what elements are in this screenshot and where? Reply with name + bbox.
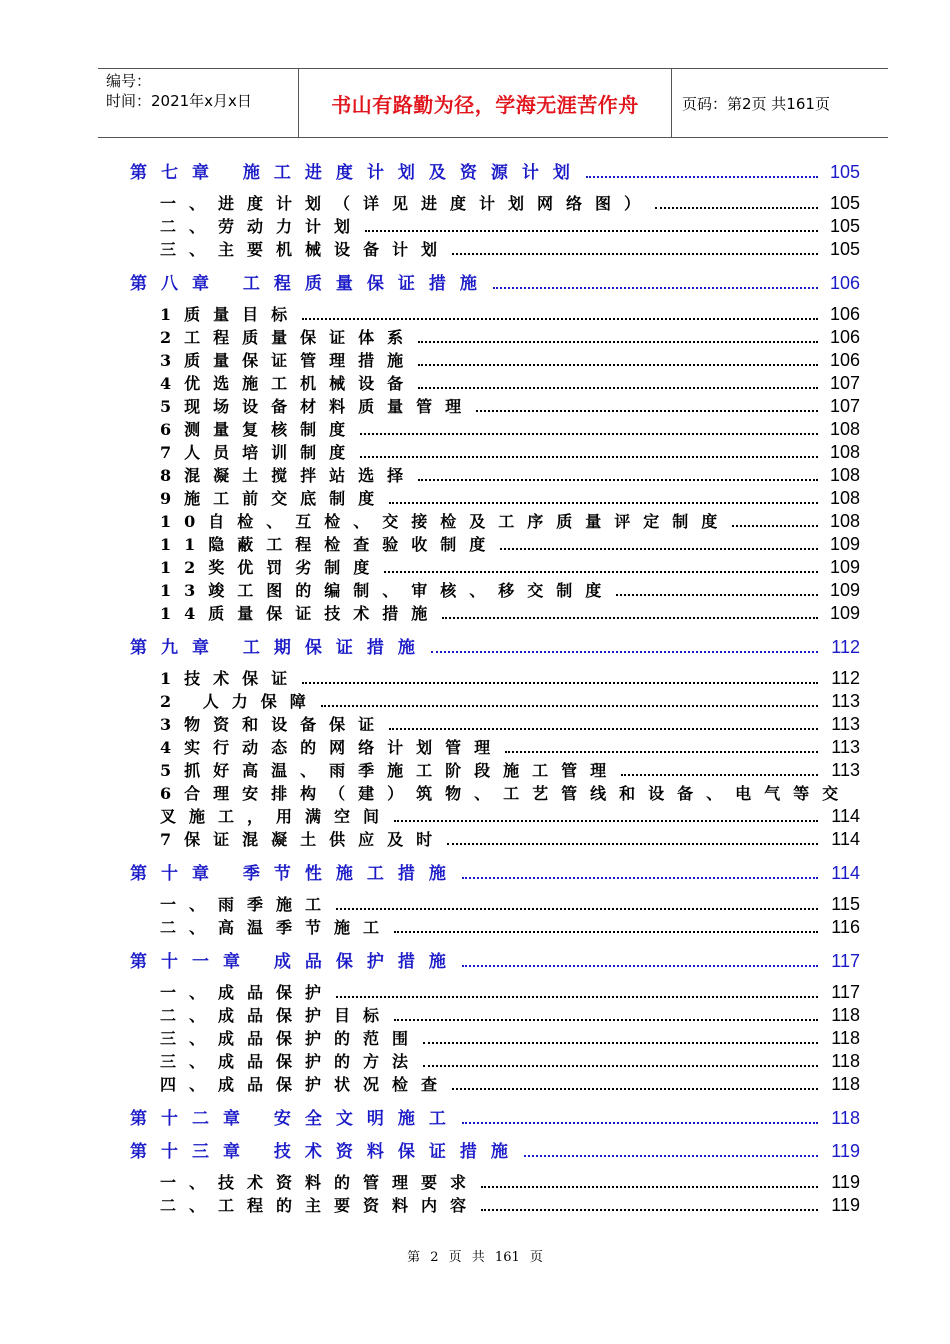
toc-section-entry[interactable]: [130, 758, 860, 781]
toc-page-number: 108: [829, 488, 860, 508]
toc-entry-title: 3质量保证管理措施: [160, 351, 417, 370]
toc-section-entry[interactable]: [130, 735, 860, 758]
toc-entry-title: 9施工前交底制度: [160, 489, 388, 508]
toc-section-entry[interactable]: [130, 804, 860, 827]
toc-dot-leader: [462, 1122, 818, 1124]
toc-dot-leader: [418, 479, 818, 481]
toc-page-number: 113: [831, 737, 860, 757]
toc-page-number: 106: [829, 350, 860, 370]
toc-dot-leader: [302, 682, 818, 684]
toc-page-number: 119: [831, 1195, 860, 1215]
toc-page-number: 117: [831, 951, 860, 971]
toc-entry-title: 5现场设备材料质量管理: [160, 397, 475, 416]
toc-dot-leader: [360, 433, 818, 435]
toc-section-entry[interactable]: [130, 325, 860, 348]
toc-page-number: 113: [831, 760, 860, 780]
toc-entry-title: 1技术保证: [160, 669, 301, 688]
serial-label: 编号：: [106, 72, 152, 90]
toc-section-entry[interactable]: [130, 781, 860, 804]
toc-entry-title: 第十二章 安全文明施工: [130, 1109, 460, 1129]
toc-dot-leader: [418, 364, 818, 366]
toc-section-entry[interactable]: [130, 348, 860, 371]
toc-dot-leader: [431, 651, 818, 653]
toc-section-entry[interactable]: [130, 601, 860, 624]
toc-page-number: 119: [831, 1141, 860, 1161]
toc-section-entry[interactable]: [130, 417, 860, 440]
toc-dot-leader: [481, 1186, 818, 1188]
toc-section-entry[interactable]: [130, 214, 860, 237]
toc-entry-title: 第十三章 技术资料保证措施: [130, 1142, 522, 1162]
toc-entry-title: 3物资和设备保证: [160, 715, 388, 734]
toc-page-number: 105: [829, 162, 860, 182]
toc-chapter-entry[interactable]: [130, 1137, 860, 1161]
toc-chapter-entry[interactable]: [130, 158, 860, 182]
toc-page-number: 108: [829, 465, 860, 485]
toc-section-entry[interactable]: [130, 302, 860, 325]
toc-page-number: 117: [831, 982, 860, 1002]
toc-dot-leader: [586, 176, 818, 178]
toc-entry-title: 一、技术资料的管理要求: [160, 1173, 480, 1192]
header-meta: [98, 69, 299, 137]
toc-entry-title: 一、进度计划（详见进度计划网络图）: [160, 194, 654, 213]
toc-dot-leader: [500, 548, 818, 550]
toc-entry-title: 第九章 工期保证措施: [130, 638, 429, 658]
toc-dot-leader: [389, 728, 818, 730]
time-label: 时间：2021年x月x日: [106, 92, 252, 110]
toc-entry-title: 7人员培训制度: [160, 443, 359, 462]
toc-dot-leader: [384, 571, 818, 573]
toc-dot-leader: [452, 1088, 818, 1090]
toc-dot-leader: [365, 230, 818, 232]
toc-page-number: 114: [831, 829, 860, 849]
toc-dot-leader: [423, 1065, 818, 1067]
toc-section-entry[interactable]: [130, 486, 860, 509]
toc-entry-title: 4实行动态的网络计划管理: [160, 738, 504, 757]
toc-section-entry[interactable]: [130, 237, 860, 260]
toc-section-entry[interactable]: [130, 666, 860, 689]
header-page-label: 页码：第2页 共161页: [682, 94, 830, 113]
toc-page-number: 118: [831, 1108, 860, 1128]
toc-entry-title: 5抓好高温、雨季施工阶段施工管理: [160, 761, 620, 780]
toc-chapter-entry[interactable]: [130, 633, 860, 657]
toc-page-number: 109: [829, 534, 860, 554]
toc-dot-leader: [616, 594, 818, 596]
toc-section-entry[interactable]: [130, 191, 860, 214]
toc-entry-title: 13竣工图的编制、审核、移交制度: [160, 581, 615, 600]
toc-dot-leader: [655, 207, 818, 209]
table-of-contents: [130, 158, 860, 1216]
toc-page-number: 115: [831, 894, 860, 914]
toc-page-number: 106: [829, 327, 860, 347]
toc-entry-title: 二、劳动力计划: [160, 217, 364, 236]
toc-page-number: 118: [831, 1005, 860, 1025]
toc-dot-leader: [423, 1042, 818, 1044]
toc-page-number: 116: [831, 917, 860, 937]
toc-page-number: 107: [829, 373, 860, 393]
toc-page-number: 109: [829, 603, 860, 623]
toc-chapter-entry[interactable]: [130, 859, 860, 883]
toc-page-number: 112: [831, 668, 860, 688]
toc-entry-title: 三、成品保护的范围: [160, 1029, 422, 1048]
toc-page-number: 106: [829, 304, 860, 324]
toc-entry-title: 12奖优罚劣制度: [160, 558, 383, 577]
toc-dot-leader: [476, 410, 818, 412]
toc-entry-title: 8混凝土搅拌站选择: [160, 466, 417, 485]
toc-dot-leader: [321, 705, 818, 707]
toc-dot-leader: [336, 908, 818, 910]
toc-page-number: 118: [831, 1028, 860, 1048]
toc-section-entry[interactable]: [130, 712, 860, 735]
toc-section-entry[interactable]: [130, 532, 860, 555]
toc-entry-title: 7保证混凝土供应及时: [160, 830, 446, 849]
toc-section-entry[interactable]: [130, 892, 860, 915]
toc-page-number: 108: [829, 442, 860, 462]
toc-entry-title: 4优选施工机械设备: [160, 374, 417, 393]
toc-dot-leader: [418, 387, 818, 389]
toc-page-number: 119: [831, 1172, 860, 1192]
toc-entry-title: 第十一章 成品保护措施: [130, 952, 460, 972]
toc-section-entry[interactable]: [130, 980, 860, 1003]
toc-dot-leader: [505, 751, 818, 753]
toc-dot-leader: [732, 525, 818, 527]
toc-dot-leader: [360, 456, 818, 458]
toc-entry-title: 1质量目标: [160, 305, 301, 324]
page-footer: 第 2 页 共 161 页: [407, 1250, 543, 1265]
toc-entry-title: 二、工程的主要资料内容: [160, 1196, 480, 1215]
toc-dot-leader: [389, 502, 818, 504]
toc-dot-leader: [394, 931, 818, 933]
toc-section-entry[interactable]: [130, 1072, 860, 1095]
header-motto: 书山有路勤为径，学海无涯苦作舟: [299, 69, 672, 137]
toc-chapter-entry[interactable]: [130, 1104, 860, 1128]
toc-entry-title: 一、雨季施工: [160, 895, 335, 914]
toc-page-number: 108: [829, 419, 860, 439]
toc-dot-leader: [447, 843, 818, 845]
toc-section-entry[interactable]: [130, 394, 860, 417]
toc-chapter-entry[interactable]: [130, 269, 860, 293]
toc-entry-title: 6测量复核制度: [160, 420, 359, 439]
toc-dot-leader: [493, 287, 818, 289]
toc-entry-title: 2工程质量保证体系: [160, 328, 417, 347]
toc-page-number: 113: [831, 714, 860, 734]
toc-section-entry[interactable]: [130, 371, 860, 394]
toc-page-number: 114: [831, 863, 860, 883]
toc-section-entry[interactable]: [130, 463, 860, 486]
toc-section-entry[interactable]: [130, 689, 860, 712]
toc-dot-leader: [442, 617, 818, 619]
toc-page-number: 118: [831, 1051, 860, 1071]
toc-entry-title: 三、成品保护的方法: [160, 1052, 422, 1071]
toc-section-entry[interactable]: [130, 509, 860, 532]
toc-section-entry[interactable]: [130, 1003, 860, 1026]
toc-entry-title: 2 人力保障: [160, 692, 319, 711]
toc-dot-leader: [394, 820, 818, 822]
toc-dot-leader: [481, 1209, 818, 1211]
toc-entry-title: 10自检、互检、交接检及工序质量评定制度: [160, 512, 731, 531]
toc-page-number: 108: [829, 511, 860, 531]
toc-page-number: 105: [829, 216, 860, 236]
toc-dot-leader: [524, 1155, 818, 1157]
toc-dot-leader: [302, 318, 818, 320]
toc-entry-title: 第七章 施工进度计划及资源计划: [130, 163, 584, 183]
toc-page-number: 109: [829, 580, 860, 600]
toc-entry-title: 一、成品保护: [160, 983, 335, 1002]
toc-entry-title: 二、高温季节施工: [160, 918, 393, 937]
toc-section-entry[interactable]: [130, 915, 860, 938]
toc-section-entry[interactable]: [130, 578, 860, 601]
toc-page-number: 118: [831, 1074, 860, 1094]
toc-page-number: 106: [829, 273, 860, 293]
toc-dot-leader: [336, 996, 818, 998]
toc-entry-title: 四、成品保护状况检查: [160, 1075, 451, 1094]
toc-dot-leader: [452, 253, 818, 255]
toc-dot-leader: [462, 965, 818, 967]
toc-page-number: 112: [831, 637, 860, 657]
toc-entry-title: 第十章 季节性施工措施: [130, 864, 460, 884]
toc-dot-leader: [418, 341, 818, 343]
toc-page-number: 107: [829, 396, 860, 416]
toc-entry-title: 14质量保证技术措施: [160, 604, 441, 623]
toc-entry-title: 二、成品保护目标: [160, 1006, 393, 1025]
toc-page-number: 109: [829, 557, 860, 577]
toc-dot-leader: [462, 877, 818, 879]
toc-section-entry[interactable]: [130, 440, 860, 463]
toc-section-entry[interactable]: [130, 1049, 860, 1072]
toc-entry-title: 三、主要机械设备计划: [160, 240, 451, 259]
toc-section-entry[interactable]: [130, 1193, 860, 1216]
toc-page-number: 105: [829, 193, 860, 213]
toc-section-entry[interactable]: [130, 555, 860, 578]
toc-entry-title: 第八章 工程质量保证措施: [130, 274, 491, 294]
toc-chapter-entry[interactable]: [130, 947, 860, 971]
toc-dot-leader: [394, 1019, 818, 1021]
toc-entry-title: 叉施工，用满空间: [160, 807, 393, 826]
toc-section-entry[interactable]: [130, 827, 860, 850]
toc-page-number: 113: [831, 691, 860, 711]
toc-entry-title: 11隐蔽工程检查验收制度: [160, 535, 499, 554]
toc-dot-leader: [621, 774, 818, 776]
toc-entry-title: 6合理安排构（建）筑物、工艺管线和设备、电气等交: [160, 784, 852, 803]
toc-page-number: 105: [829, 239, 860, 259]
page-header: [98, 68, 888, 138]
toc-page-number: 114: [831, 806, 860, 826]
toc-section-entry[interactable]: [130, 1026, 860, 1049]
toc-section-entry[interactable]: [130, 1170, 860, 1193]
